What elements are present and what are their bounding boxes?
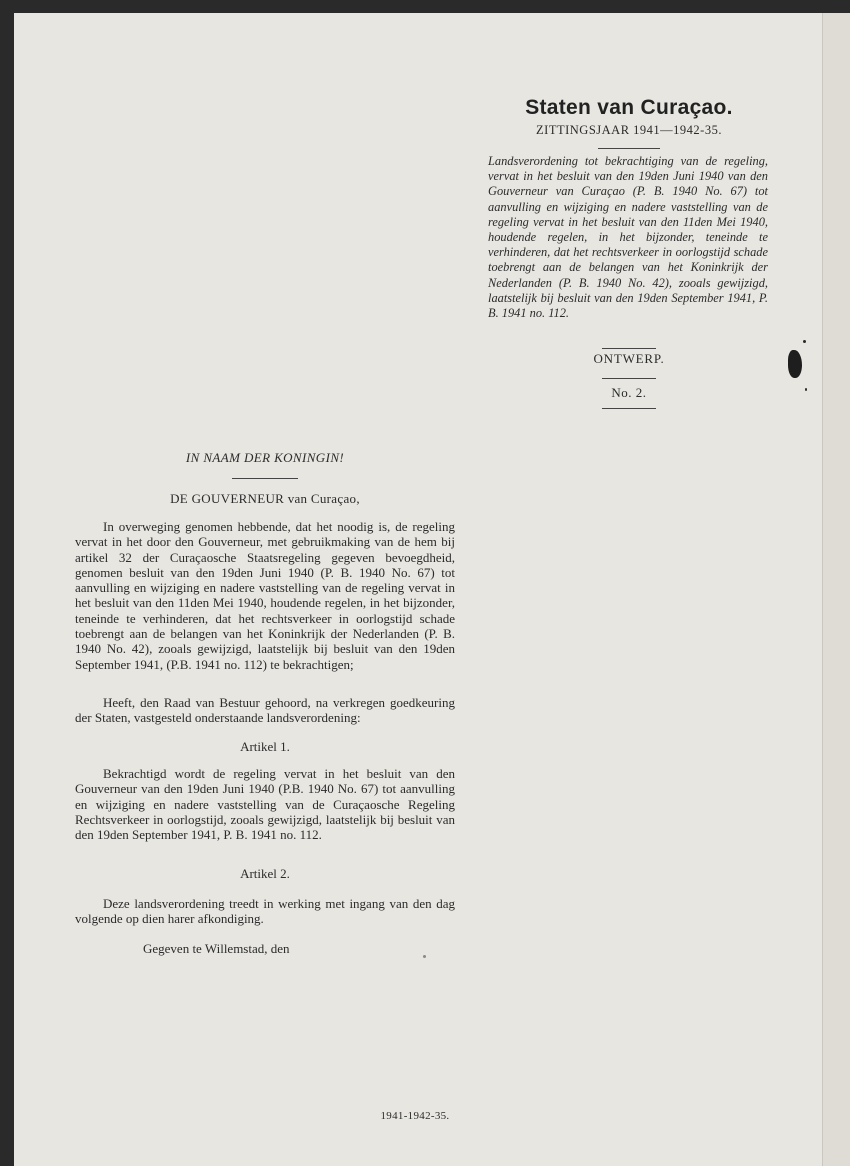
divider: [598, 148, 660, 149]
article-2-heading: Artikel 2.: [240, 866, 290, 881]
adjacent-page-edge: [822, 13, 850, 1166]
article-1-heading: Artikel 1.: [240, 739, 290, 754]
preamble: In overweging genomen hebbende, dat het noodig is, de regeling vervat in het door den Gouverneur, met gebruikmaking van de hem bij artikel 32 der Curaçaosche Staatsregeling gegeven bevoegdheid, genomen besluit van den 19den Juni 1940 (P. B. 1940 No. 67) tot aanvulling en wijziging en nadere vaststelling van de regeling vervat in het besluit van den 11den Mei 1940, houdende regelen, in het bijzonder, teneinde te verhinderen, dat het rechtsverkeer in oorlogstijd schade toebrengt aan de belangen van het Koninkrijk der Nederlanden (P. B. 1940 No. 42), zooals gewijzigd, laatstelijk bij besluit van den 19den September 1941, (P.B. 1941 no. 112) te bekrachtigen;: [75, 519, 455, 672]
divider: [232, 478, 298, 479]
invocation: IN NAAM DER KONINGIN!: [185, 450, 345, 465]
closing-line: Gegeven te Willemstad, den: [143, 941, 290, 956]
draft-number: No. 2.: [611, 385, 647, 400]
consideration: Heeft, den Raad van Bestuur gehoord, na verkregen goedkeuring der Staten, vastgesteld onderstaande landsverordening:: [75, 695, 455, 726]
issuer: DE GOUVERNEUR van Curaçao,: [170, 491, 360, 506]
article-1-text: Bekrachtigd wordt de regeling vervat in het besluit van den Gouverneur van den 19den Juni 1940 (P.B. 1940 No. 67) tot aanvulling en wijziging en nadere vaststelling van de Curaçaosche Regeling Rechtsverkeer in oorlogstijd, zooals gewijzigd, laatstelijk bij besluit van den 19den September 1941, P. B. 1941 no. 112.: [75, 766, 455, 843]
divider: [602, 378, 656, 379]
page-footer: 1941-1942-35.: [380, 1110, 450, 1122]
ink-speck: [805, 388, 807, 391]
article-2-text: Deze landsverordening treedt in werking met ingang van den dag volgende op dien harer afkondiging.: [75, 896, 455, 927]
ink-blot: [788, 350, 802, 378]
document-title: Staten van Curaçao.: [525, 96, 733, 119]
divider: [602, 408, 656, 409]
ink-speck: [803, 340, 806, 343]
session-year: ZITTINGSJAAR 1941—1942-35.: [536, 123, 722, 137]
divider: [602, 348, 656, 349]
ordinance-description: Landsverordening tot bekrachtiging van de regeling, vervat in het besluit van den 19den Juni 1940 van den Gouverneur van Curaçao (P. B. 1940 No. 67) tot aanvulling en wijziging en nadere vaststelling van de regeling vervat in het besluit van den 11den Mei 1940, houdende regelen, in het bijzonder, teneinde te verhinderen, dat het rechtsverkeer in oorlogstijd schade toebrengt aan de belangen van het Koninkrijk der Nederlanden (P. B. 1940 No. 42), zooals gewijzigd, laatstelijk bij besluit van den 19den September 1941, P. B. 1941 no. 112.: [488, 154, 768, 321]
document-header: [470, 96, 788, 138]
draft-label: ONTWERP.: [593, 351, 665, 366]
